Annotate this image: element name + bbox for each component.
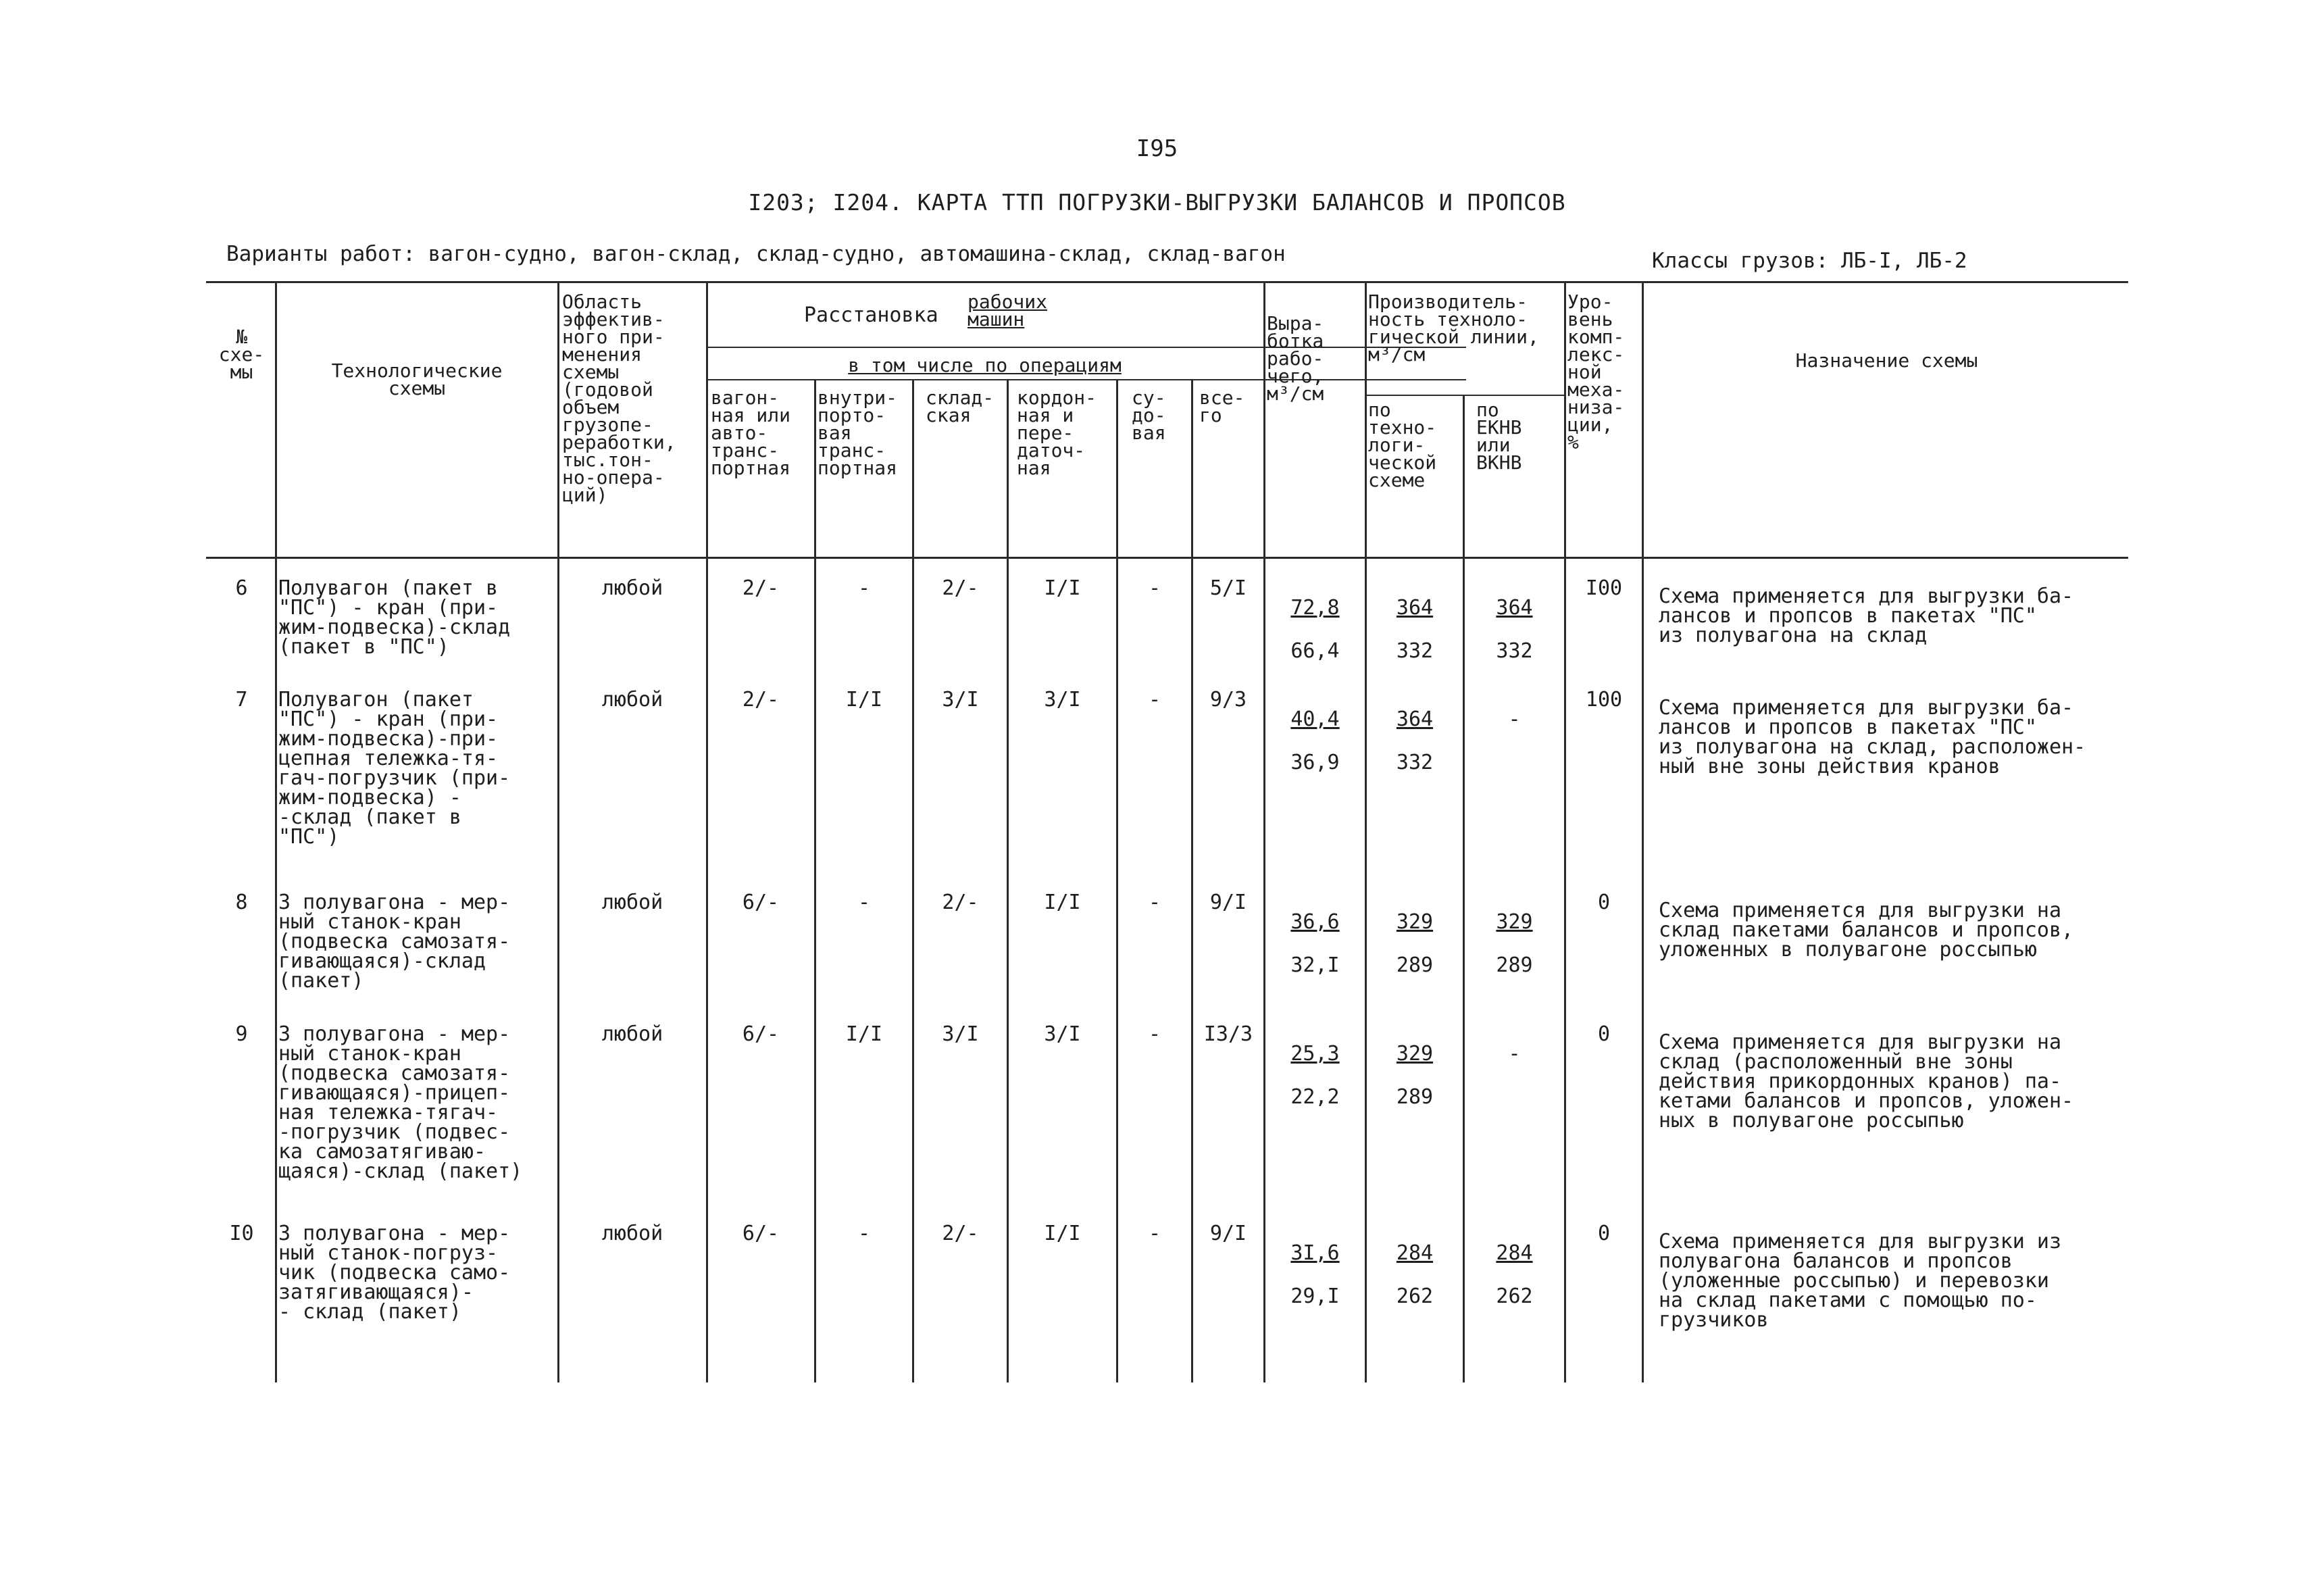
- row-7-prod-top: 364: [1396, 707, 1434, 731]
- row-9-warehouse: 3/I: [942, 1022, 979, 1046]
- row-6-prod-bottom: 332: [1396, 639, 1434, 663]
- row-7-scheme-no: 7: [235, 688, 248, 712]
- row-10-ship: -: [1148, 1222, 1161, 1245]
- cargo-classes: Классы грузов: ЛБ-I, ЛБ-2: [1652, 249, 1967, 273]
- row-10-prod-bottom: 262: [1396, 1285, 1434, 1308]
- row-10-purpose: Схема применяется для выгрузки из полувагона балансов и пропсов (уложенные россыпью) и перевозки на склад пакетами с помощью по- грузчиков: [1659, 1230, 2062, 1332]
- header-by-eknv: по ЕКНВ или ВКНВ: [1476, 399, 1522, 474]
- row-9-eknv: [1466, 1024, 1563, 1087]
- row-10-prod-top: 284: [1396, 1241, 1434, 1265]
- row-8-output-top: 36,6: [1290, 910, 1340, 934]
- row-8-internal: -: [857, 891, 871, 914]
- row-10-area: любой: [601, 1222, 663, 1245]
- header-by-scheme: по техно- логи- ческой схеме: [1368, 399, 1437, 491]
- col-divider: [814, 379, 816, 1382]
- col-divider: [275, 281, 277, 1382]
- row-7-output-bottom: 36,9: [1290, 751, 1340, 774]
- row-7-tech-scheme: Полувагон (пакет "ПС") - кран (при- жим-подвеска)-при- цепная тележка-тя- гач-погрузчик (при- жим-подвеска) - -склад (пакет в "ПС"): [278, 688, 511, 849]
- document-title: I203; I204. КАРТА ТТП ПОГРУЗКИ-ВЫГРУЗКИ БАЛАНСОВ И ПРОПСОВ: [748, 189, 1566, 216]
- row-10-eknv-top: 284: [1496, 1241, 1533, 1265]
- row-9-prod-top: 329: [1396, 1042, 1434, 1066]
- col-divider: [912, 379, 914, 1382]
- work-variants: Варианты работ: вагон-судно, вагон-склад, склад-судно, автомашина-склад, склад-вагон: [226, 242, 1286, 266]
- row-6-output-bottom: 66,4: [1290, 639, 1340, 663]
- col-divider: [706, 281, 708, 1382]
- row-6-eknv: [1466, 578, 1563, 680]
- row-7-productivity: [1368, 690, 1461, 792]
- row-9-output-bottom: 22,2: [1290, 1085, 1340, 1109]
- row-6-output: [1267, 578, 1363, 680]
- row-8-scheme-no: 8: [235, 891, 248, 914]
- row-10-mechanization: 0: [1597, 1222, 1611, 1245]
- header-purpose: Назначение схемы: [1795, 349, 1978, 372]
- row-6-area: любой: [601, 576, 663, 600]
- row-8-total: 9/I: [1209, 891, 1247, 914]
- col-divider: [1365, 281, 1367, 1382]
- col-divider: [1191, 379, 1193, 1382]
- row-7-output-top: 40,4: [1290, 707, 1340, 731]
- row-7-prod-bottom: 332: [1396, 751, 1434, 774]
- header-bottom-border: [206, 557, 2128, 559]
- row-7-internal: I/I: [845, 688, 883, 712]
- row-10-tech-scheme: З полувагона - мер- ный станок-погруз- чик (подвеска само- затягивающаяся)- - склад (пакет): [278, 1222, 511, 1324]
- row-10-output: [1267, 1224, 1363, 1326]
- row-6-prod-top: 364: [1396, 596, 1434, 620]
- row-9-ship: -: [1148, 1022, 1161, 1046]
- row-6-purpose: Схема применяется для выгрузки ба- лансов и пропсов в пакетах "ПС" из полувагона на склад: [1659, 584, 2074, 647]
- col-divider: [1007, 379, 1009, 1382]
- col-divider: [1263, 281, 1265, 1382]
- header-internal-ops: внутри- порто- вая транс- портная: [818, 386, 898, 479]
- row-9-output-top: 25,3: [1290, 1042, 1340, 1066]
- row-7-mechanization: 100: [1585, 688, 1623, 712]
- row-9-eknv-top: -: [1508, 1042, 1521, 1066]
- row-7-area: любой: [601, 688, 663, 712]
- header-placement: Расстановка: [804, 303, 938, 327]
- header-total: все- го: [1199, 386, 1245, 426]
- header-including-operations: в том числе по операциям: [848, 354, 1122, 376]
- row-7-eknv-top: -: [1508, 707, 1521, 731]
- header-wagon-ops: вагон- ная или авто- транс- портная: [711, 386, 791, 479]
- row-6-tech-scheme: Полувагон (пакет в "ПС") - кран (при- жим-подвеска)-склад (пакет в "ПС"): [278, 576, 511, 659]
- page-number: I95: [1136, 135, 1178, 162]
- row-6-cordon: I/I: [1044, 576, 1081, 600]
- col-divider: [557, 281, 559, 1382]
- row-8-warehouse: 2/-: [942, 891, 979, 914]
- row-10-output-top: 3I,6: [1290, 1241, 1340, 1265]
- header-warehouse-ops: склад- ская: [926, 386, 995, 426]
- row-6-total: 5/I: [1209, 576, 1247, 600]
- row-6-scheme-no: 6: [235, 576, 248, 600]
- header-output: Выра- ботка рабо- чего, м³/см: [1267, 312, 1324, 405]
- row-10-wagon: 6/-: [742, 1222, 780, 1245]
- row-8-output-bottom: 32,I: [1290, 953, 1340, 977]
- header-ship-ops: су- до- вая: [1132, 386, 1166, 444]
- header-placement-machines: рабочих машин: [967, 291, 1048, 330]
- row-6-internal: -: [857, 576, 871, 600]
- row-9-prod-bottom: 289: [1396, 1085, 1434, 1109]
- row-10-output-bottom: 29,I: [1290, 1285, 1340, 1308]
- header-area: Область эффектив- ного при- менения схемы (годовой объем грузопе- реработки, тыс.тон- но-опера- ций): [562, 291, 676, 506]
- row-10-total: 9/I: [1209, 1222, 1247, 1245]
- row-8-prod-bottom: 289: [1396, 953, 1434, 977]
- row-8-wagon: 6/-: [742, 891, 780, 914]
- row-8-prod-top: 329: [1396, 910, 1434, 934]
- header-scheme-no: № схе- мы: [218, 326, 265, 383]
- row-9-productivity: [1368, 1024, 1461, 1126]
- row-6-output-top: 72,8: [1290, 596, 1340, 620]
- row-9-purpose: Схема применяется для выгрузки на склад (расположенный вне зоны действия прикордонных кранов) па- кетами балансов и пропсов, уложен- ных в полувагоне россыпью: [1659, 1030, 2074, 1132]
- header-tech-schemes: Технологические схемы: [331, 359, 503, 399]
- row-10-cordon: I/I: [1044, 1222, 1081, 1245]
- row-9-internal: I/I: [845, 1022, 883, 1046]
- row-6-wagon: 2/-: [742, 576, 780, 600]
- header-mechanization: Уро- вень комп- лекс- ной меха- низа- ции, %: [1567, 291, 1625, 453]
- row-6-productivity: [1368, 578, 1461, 680]
- row-9-total: I3/3: [1203, 1022, 1253, 1046]
- row-10-eknv: [1466, 1224, 1563, 1326]
- row-9-scheme-no: 9: [235, 1022, 248, 1046]
- row-8-eknv-top: 329: [1496, 910, 1533, 934]
- row-8-mechanization: 0: [1597, 891, 1611, 914]
- row-6-mechanization: I00: [1585, 576, 1623, 600]
- row-9-tech-scheme: З полувагона - мер- ный станок-кран (подвеска самозатя- гивающаяся)-прицеп- ная тележка-тягач- -погрузчик (подвес- ка самозатягиваю- щаяся)-склад (пакет): [278, 1022, 523, 1183]
- row-6-warehouse: 2/-: [942, 576, 979, 600]
- row-9-cordon: 3/I: [1044, 1022, 1081, 1046]
- row-8-tech-scheme: З полувагона - мер- ный станок-кран (подвеска самозатя- гивающаяся)-склад (пакет): [278, 891, 511, 993]
- tech-map-table: [203, 281, 2128, 1382]
- header-productivity: Производитель- ность техноло- гической линии, м³/см: [1368, 291, 1539, 366]
- row-8-productivity: [1368, 893, 1461, 995]
- row-8-purpose: Схема применяется для выгрузки на склад пакетами балансов и пропсов, уложенных в полувагоне россыпью: [1659, 899, 2074, 962]
- row-7-purpose: Схема применяется для выгрузки ба- лансов и пропсов в пакетах "ПС" из полувагона на склад, расположен- ный вне зоны действия кранов: [1659, 696, 2086, 778]
- row-7-ship: -: [1148, 688, 1161, 712]
- col-divider: [1116, 379, 1118, 1382]
- row-7-total: 9/3: [1209, 688, 1247, 712]
- row-9-output: [1267, 1024, 1363, 1126]
- row-10-warehouse: 2/-: [942, 1222, 979, 1245]
- col-divider: [1642, 281, 1644, 1382]
- row-6-eknv-bottom: 332: [1496, 639, 1533, 663]
- row-6-ship: -: [1148, 576, 1161, 600]
- row-7-wagon: 2/-: [742, 688, 780, 712]
- header-cordon-ops: кордон- ная и пере- даточ- ная: [1017, 386, 1097, 479]
- row-7-output: [1267, 690, 1363, 792]
- row-8-eknv: [1466, 893, 1563, 995]
- row-8-area: любой: [601, 891, 663, 914]
- row-7-cordon: 3/I: [1044, 688, 1081, 712]
- row-8-ship: -: [1148, 891, 1161, 914]
- row-10-scheme-no: I0: [229, 1222, 254, 1245]
- row-10-internal: -: [857, 1222, 871, 1245]
- row-9-mechanization: 0: [1597, 1022, 1611, 1046]
- row-8-output: [1267, 893, 1363, 995]
- row-7-eknv: [1466, 690, 1563, 753]
- table-top-border: [206, 281, 2128, 283]
- row-8-cordon: I/I: [1044, 891, 1081, 914]
- row-9-area: любой: [601, 1022, 663, 1046]
- row-10-productivity: [1368, 1224, 1461, 1326]
- row-6-eknv-top: 364: [1496, 596, 1533, 620]
- col-divider: [1463, 395, 1465, 1382]
- row-8-eknv-bottom: 289: [1496, 953, 1533, 977]
- row-7-warehouse: 3/I: [942, 688, 979, 712]
- row-9-wagon: 6/-: [742, 1022, 780, 1046]
- row-10-eknv-bottom: 262: [1496, 1285, 1533, 1308]
- col-divider: [1564, 281, 1566, 1382]
